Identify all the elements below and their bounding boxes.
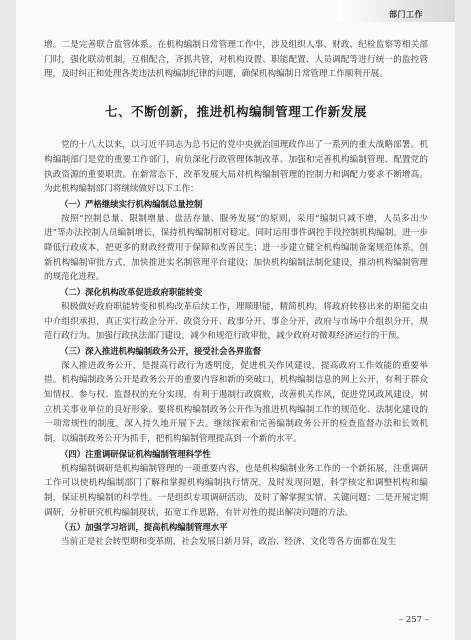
intro-paragraph: 增。二是完善联合监管体系。在机构编制日常管理工作中，涉及组织人事、财政、纪检监察等相关部门时，强化联动机制，互相配合，齐抓共管，对机构设置、职能配置、人员调配等进行统一的监控管理，及时纠正和处理各类违法机构编制纪律的问题，确保机构编制日常管理工作顺利开展。 <box>44 40 428 80</box>
subsection-text-2: 积极做好政府职能转变和机构改革后续工作，理顺职能，精简机构，将政府转移出来的职能交由中介组织承担，真正实行政企分开、政资分开、政事分开、事企分开，政府与市场中介组织分开，规范行政行为。加强行政执法部门建设，减少和规范行政审批，减少政府对微观经济运行的干预。 <box>44 301 428 342</box>
subsection-text-4: 机构编制调研是机构编制管理的一项重要内容，也是机构编制业务工作的一个新拓展，注重调研工作可以使机构编制部门了解和掌握机构编制执行情况，及时发现问题，科学核定和调整机构和编制，保证机构编制的科学性。一是组织专项调研活动，及时了解掌握实情、关键问题；二是开展定期调研，分析研究机构编制现状，拓宽工作思路，有针对性的提出解决问题的方法。 <box>44 463 428 518</box>
subsection-heading-2: （二）深化机构改革促进政府职能转变 <box>60 287 203 298</box>
subsection-heading-1: （一）严格继续实行机构编制总量控制 <box>60 198 203 209</box>
document-page <box>16 0 455 640</box>
subsection-text-3: 深入推进政务公开，是提高行政行为透明度，促进机关作风建设，提高政府工作效能的重要举措。机构编制政务公开是政务公开的重要内容和新的突破口，机构编制信息的网上公开，有利于群众知情权、参与权、监督权的充分实现，有利于遏制行政腐败，改善机关作风，促进党风政风建设，树立机关事业单位的良好形象。要将机构编制政务公开作为推进机构编制工作的规范化、法制化建设的一项常规性的制度，深入持久地开展下去。继续探索和完善编制政务公开的检查监督办法和长效机制，以编制政务公开为抓手，把机构编制管理提高到一个新的水平。 <box>44 360 428 445</box>
page-header <box>16 0 455 26</box>
subsection-heading-5: （五）加强学习培训，提高机构编制管理水平 <box>60 522 228 533</box>
subsection-text-5: 当前正是社会转型期和变革期，社会发展日新月异，政治、经济、文化等各方面都在发生 <box>61 537 397 548</box>
section-lead-paragraph: 党的十八大以来，以习近平同志为总书记的党中央就治国理政作出了一系列的重大战略部署。机构编制部门是党的重要工作部门，肩负深化行政管理体制改革、加强和完善机构编制管理、配置党的执政资源的重要职责。在新常态下，改革发展大局对机构编制管理的控制力和调配力要求不断增高。为此机构编制部门将继续做好以下工作： <box>44 140 428 195</box>
subsection-heading-4: （四）注重调研保证机构编制管理科学性 <box>60 448 211 459</box>
page-content <box>44 38 428 550</box>
page-number: – 257 – <box>398 615 429 625</box>
header-section-title: 部门工作 <box>389 10 423 19</box>
section-title: 七、不断创新，推进机构编制管理工作新发展 <box>104 104 367 120</box>
subsection-text-1: 按照“控制总量、限制增量、盘活存量、服务发展”的原则，采用“编制只减不增，人员多出少进”等办法控制人员编制增长，保持机构编制相对稳定。同时运用事件调控手段控制机构编制，进一步降低行政成本，把更多的财政经费用于保障和改善民生；进一步建立健全机构编制备案规范体系，创新机构编制审批方式，加快推进实名制管理平台建设；加快机构编制法制化建设，推动机构编制管理的规范化进程。 <box>44 213 428 283</box>
subsection-heading-3: （三）深入推进机构编制政务公开，接受社会各界监督 <box>60 345 261 356</box>
